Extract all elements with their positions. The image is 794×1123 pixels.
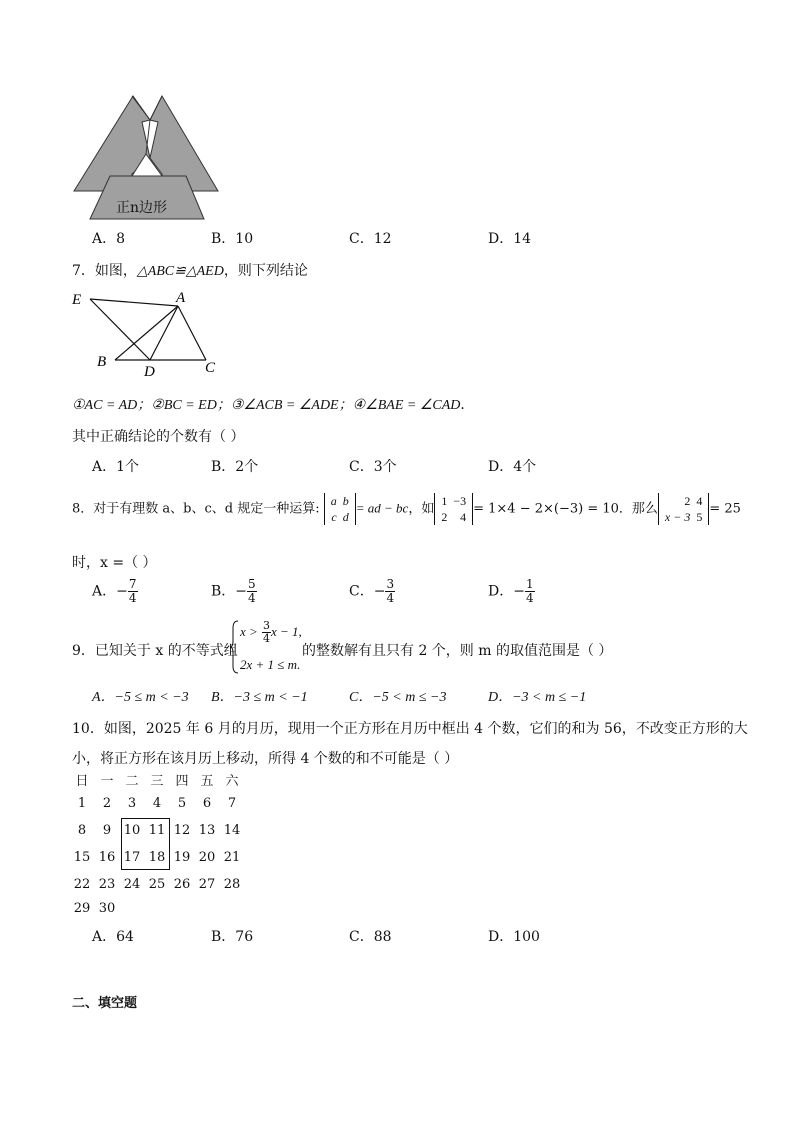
q10-line1: 10．如图，2025 年 6 月的月历，现用一个正方形在月历中框出 4 个数，它们的和为 56，不改变正方形的大 <box>72 721 748 737</box>
q9-option-d[interactable]: D．−3 < m ≤ −1 <box>488 690 587 705</box>
q7-point-b: B <box>97 354 107 370</box>
q6-option-d[interactable]: D．14 <box>488 231 532 247</box>
q8-det-q-a: 2 <box>684 494 691 508</box>
weekday: 日 <box>75 774 89 789</box>
q8-option-b[interactable]: B．− $\frac{5}{4}$ <box>211 577 256 605</box>
calendar-day: 5 <box>177 796 187 811</box>
q8-stem-prefix: 8．对于有理数 a、b、c、d 规定一种运算: <box>72 501 320 517</box>
q9-inequality-1: x > $\frac{3}{4}$ x − 1, <box>240 619 302 645</box>
calendar-day: 26 <box>173 877 191 892</box>
q7-option-c[interactable]: C．3个 <box>349 459 397 475</box>
calendar-day: 20 <box>198 850 216 865</box>
q7-stem-prefix: 7．如图， <box>72 263 137 279</box>
q8-det-definition <box>324 493 356 525</box>
q8-option-a[interactable]: A．− $\frac{7}{4}$ <box>92 577 137 605</box>
q9-stem-prefix: 9．已知关于 x 的不等式组 <box>72 643 238 659</box>
calendar-day: 15 <box>73 850 91 865</box>
q8-det-question <box>658 493 709 525</box>
q7-option-d[interactable]: D．4个 <box>488 459 537 475</box>
q8-q-result: = 25 <box>709 501 741 517</box>
q8-det-ex-c: 2 <box>441 510 448 524</box>
q9-option-a[interactable]: A．−5 ≤ m < −3 <box>92 690 189 705</box>
q8-det-def-b: b <box>342 494 349 508</box>
calendar-day: 13 <box>198 823 216 838</box>
calendar-day: 7 <box>227 796 237 811</box>
weekday: 二 <box>125 774 139 789</box>
q9-option-b[interactable]: B．−3 ≤ m < −1 <box>211 690 308 705</box>
q7-conclusion-1: ①AC = AD <box>72 398 138 413</box>
q8-example-prefix: ，如 <box>408 501 435 517</box>
q8-det-q-b: 4 <box>696 494 703 508</box>
q7-option-b[interactable]: B．2个 <box>211 459 259 475</box>
calendar-day: 19 <box>173 850 191 865</box>
weekday: 四 <box>175 774 189 789</box>
calendar-day: 16 <box>98 850 116 865</box>
q7-point-e: E <box>72 292 82 308</box>
calendar-day: 14 <box>223 823 241 838</box>
q8-def-result: = ad − bc <box>355 500 409 516</box>
calendar-day: 9 <box>102 823 112 838</box>
q9-brace <box>230 620 240 674</box>
q9-inequality-2: 2x + 1 ≤ m. <box>240 657 301 672</box>
calendar-day: 21 <box>223 850 241 865</box>
q7-conclusions <box>72 394 474 414</box>
calendar-day: 22 <box>73 877 91 892</box>
calendar-day: 24 <box>123 877 141 892</box>
q8-option-c[interactable]: C．− $\frac{3}{4}$ <box>349 577 395 605</box>
q8-then: ．那么 <box>618 501 658 517</box>
q8-det-ex-b: −3 <box>453 494 467 508</box>
weekday: 五 <box>200 774 214 789</box>
calendar-day: 4 <box>152 796 162 811</box>
q10-option-d[interactable]: D．100 <box>488 929 540 945</box>
q7-question: 其中正确结论的个数有（ ） <box>72 429 245 445</box>
q10-option-a[interactable]: A．64 <box>92 929 134 945</box>
q7-conclusion-end: ． <box>460 397 475 413</box>
calendar-day: 27 <box>198 877 216 892</box>
calendar-day: 28 <box>223 877 241 892</box>
q8-det-ex-d: 4 <box>460 510 467 524</box>
q9-option-c[interactable]: C．−5 < m ≤ −3 <box>349 690 447 705</box>
q8-det-example <box>434 493 473 525</box>
calendar-day: 11 <box>148 823 166 838</box>
q8-det-q-c: x − 3 <box>664 510 691 524</box>
q10-option-b[interactable]: B．76 <box>211 929 254 945</box>
q7-stem-congruence: △ABC≌△AED <box>136 264 224 279</box>
q8-det-q-d: 5 <box>696 510 703 524</box>
calendar-day: 2 <box>102 796 112 811</box>
calendar-day: 18 <box>148 850 166 865</box>
q8-stem <box>72 493 741 525</box>
q7-conclusion-4: ；④∠BAE = ∠CAD <box>338 398 461 413</box>
q7-point-d: D <box>144 364 155 378</box>
q7-point-a: A <box>176 290 186 306</box>
q8-det-def-a: a <box>330 494 337 508</box>
q10-option-c[interactable]: C．88 <box>349 929 392 945</box>
calendar-day: 3 <box>127 796 137 811</box>
q8-det-ex-a: 1 <box>441 494 448 508</box>
calendar-day: 1 <box>77 796 87 811</box>
q6-figure-label: 正n边形 <box>116 200 168 216</box>
q6-option-c[interactable]: C．12 <box>349 231 392 247</box>
q8-line2: 时，x =（ ） <box>72 555 157 571</box>
q8-example-result: = 1×4 − 2×(−3) = 10 <box>473 501 619 517</box>
calendar-day: 29 <box>73 901 91 916</box>
q10-line2: 小，将正方形在该月历上移动，所得 4 个数的和不可能是（ ） <box>72 751 459 767</box>
calendar-day: 17 <box>123 850 141 865</box>
weekday: 一 <box>100 774 114 789</box>
calendar-day: 8 <box>77 823 87 838</box>
weekday: 六 <box>225 774 239 789</box>
q8-det-def-d: d <box>342 510 349 524</box>
q7-conclusion-3: ；③∠ACB = ∠ADE <box>216 398 339 413</box>
q7-point-c: C <box>205 360 216 376</box>
q7-option-a[interactable]: A．1个 <box>92 459 140 475</box>
q7-figure <box>70 286 230 378</box>
section-title: 二、填空题 <box>72 996 138 1011</box>
q8-det-def-c: c <box>331 510 337 524</box>
q9-stem-suffix: 的整数解有且只有 2 个，则 m 的取值范围是（ ） <box>302 643 613 659</box>
q6-figure <box>70 94 222 222</box>
calendar-day: 12 <box>173 823 191 838</box>
calendar-day: 25 <box>148 877 166 892</box>
q7-stem-suffix: ，则下列结论 <box>223 263 308 279</box>
q7-conclusion-2: ；②BC = ED <box>137 398 217 413</box>
calendar-day: 30 <box>98 901 116 916</box>
q10-selection-square <box>121 818 170 870</box>
q8-option-d[interactable]: D．− $\frac{1}{4}$ <box>488 577 534 605</box>
weekday: 三 <box>150 774 164 789</box>
q6-option-a[interactable]: A．8 <box>92 231 126 247</box>
q6-option-b[interactable]: B．10 <box>211 231 254 247</box>
q7-stem <box>72 260 308 280</box>
calendar-day: 10 <box>123 823 141 838</box>
calendar-day: 23 <box>98 877 116 892</box>
calendar-day: 6 <box>202 796 212 811</box>
